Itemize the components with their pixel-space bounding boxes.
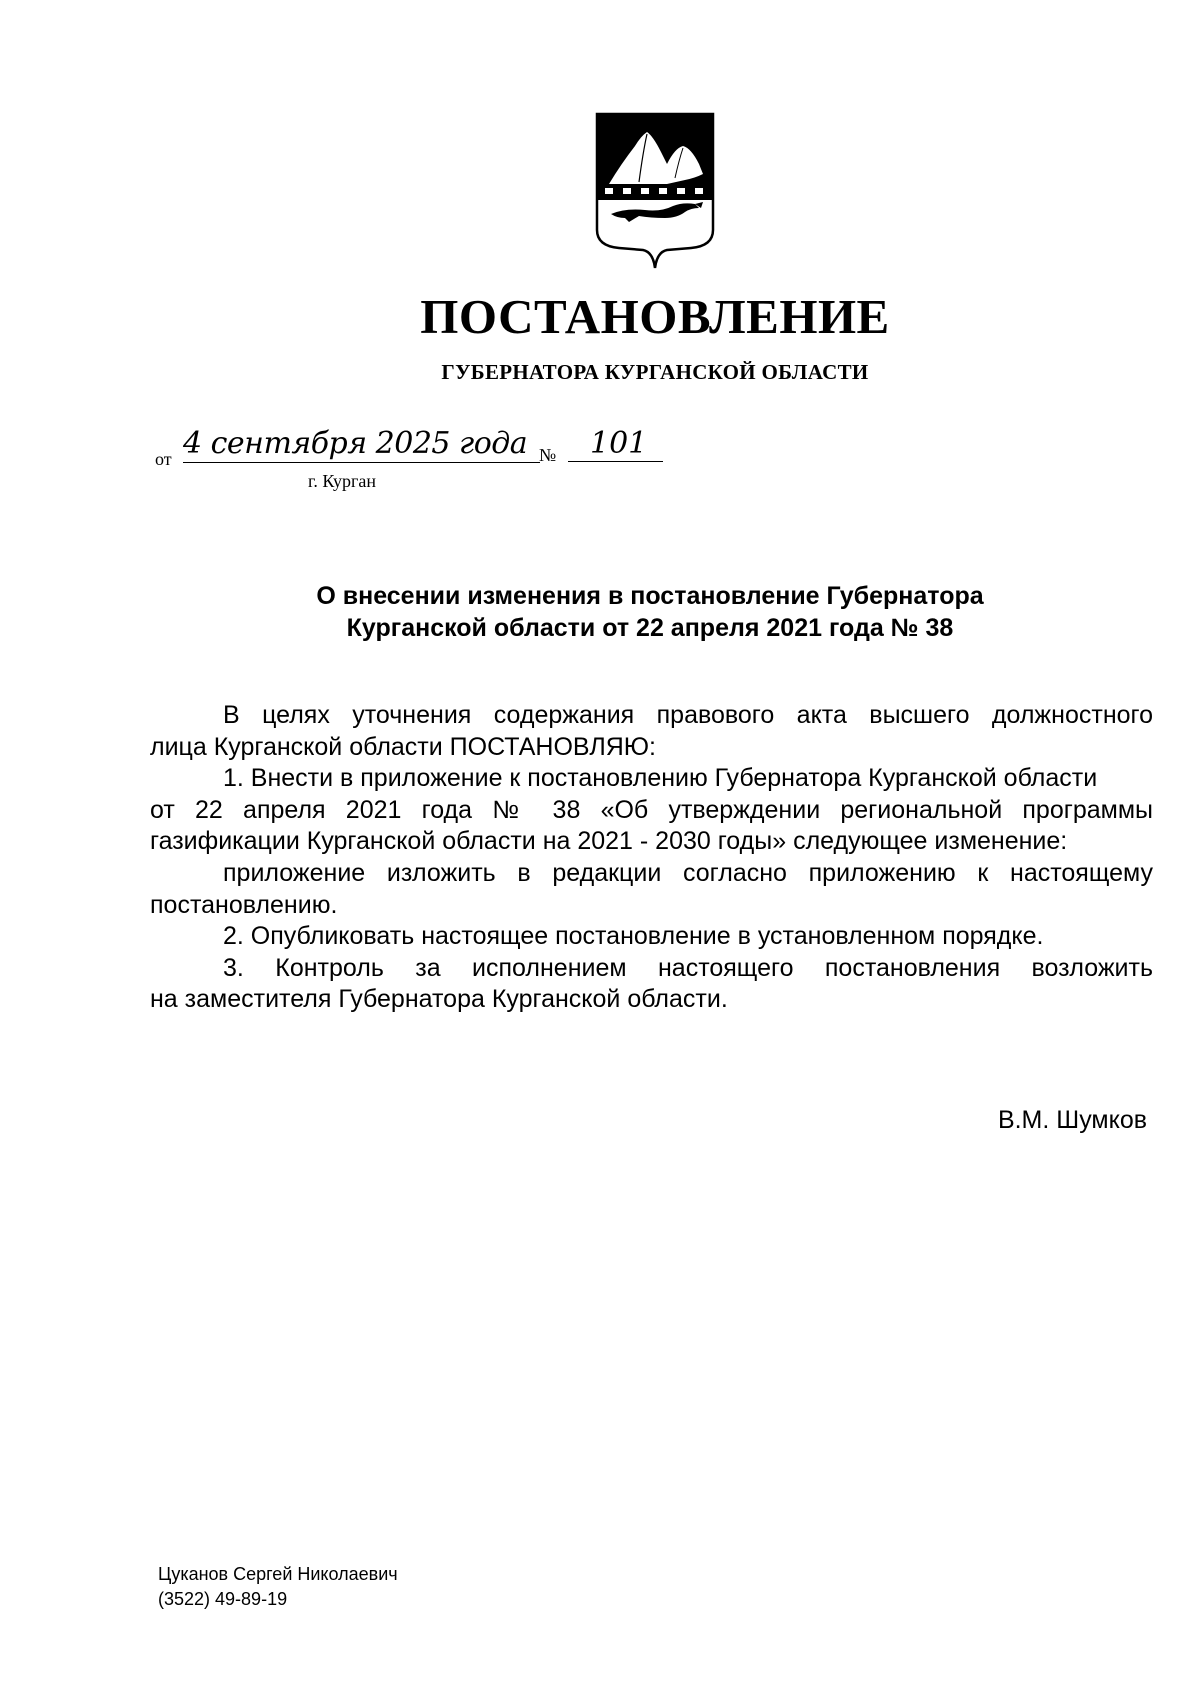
body-line: В целях уточнения содержания правового акта высшего должностного [223, 701, 1153, 729]
signatory-name: В.М. Шумков [997, 1106, 1147, 1134]
body-line: лица Курганской области ПОСТАНОВЛЯЮ: [150, 732, 656, 761]
document-title: ПОСТАНОВЛЕНИЕ [420, 289, 890, 344]
body-line: приложение изложить в редакции согласно приложению к настоящему [223, 858, 1153, 887]
contact-name: Цуканов Сергей Николаевич [158, 1564, 398, 1584]
body-line: 2. Опубликовать настоящее постановление в установленном порядке. [223, 922, 1044, 951]
document-subtitle: ГУБЕРНАТОРА КУРГАНСКОЙ ОБЛАСТИ [441, 360, 869, 384]
date-value: 4 сентября 2025 года [183, 426, 540, 463]
heading-line: Курганской области от 22 апреля 2021 года № 38 [346, 614, 954, 642]
city-label: г. Курган [308, 471, 377, 491]
body-line: 1. Внести в приложение к постановлению Губернатора Курганской области [223, 764, 1098, 793]
body-line: от 22 апреля 2021 года № 38 «Об утверждении региональной программы [150, 795, 1153, 824]
body-line: газификации Курганской области на 2021 - 2030 годы» следующее изменение: [150, 827, 1068, 856]
heading-line: О внесении изменения в постановление Губернатора [316, 582, 984, 610]
number-label: № [539, 445, 557, 465]
contact-block [158, 1562, 398, 1612]
contact-phone: (3522) 49-89-19 [158, 1589, 288, 1609]
number-value: 101 [568, 426, 663, 462]
date-prefix: от [155, 449, 172, 469]
document-body [150, 700, 1153, 1016]
document-heading [150, 580, 1150, 644]
body-line: постановлению. [150, 890, 338, 919]
registration-line [155, 425, 675, 475]
body-line: на заместителя Губернатора Курганской области. [150, 985, 728, 1014]
body-line: 3. Контроль за исполнением настоящего постановления возложить [223, 953, 1153, 982]
coat-of-arms-emblem [595, 112, 715, 270]
